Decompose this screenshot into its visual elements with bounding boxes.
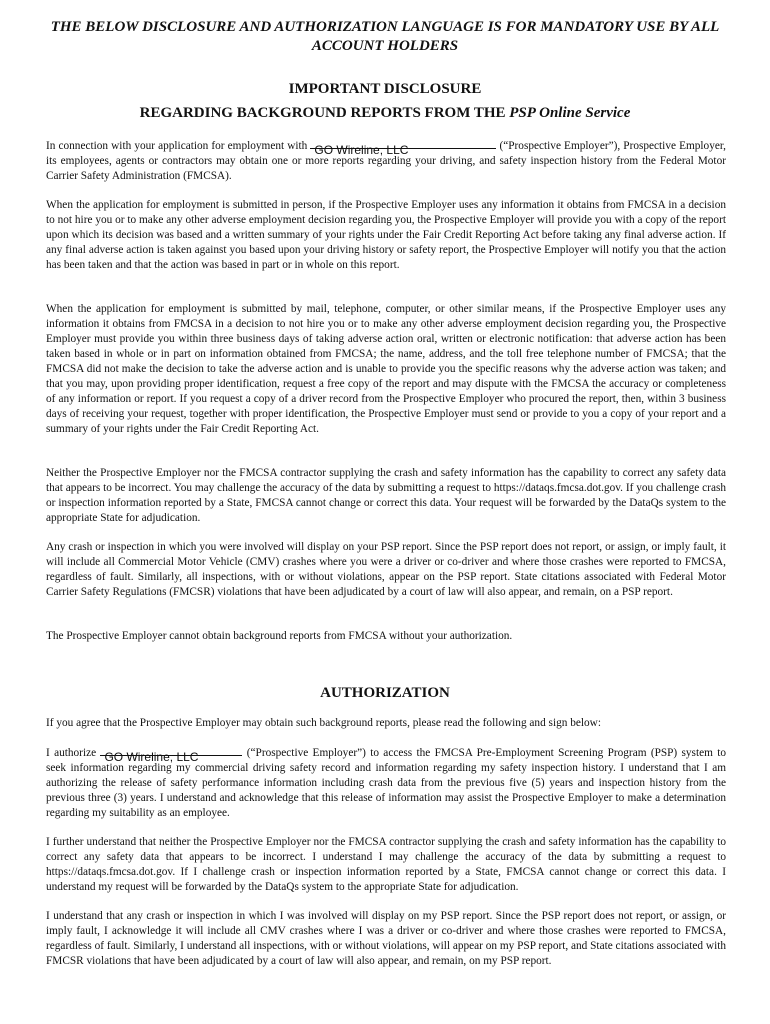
authorization-paragraph-1	[46, 746, 726, 821]
authorize-before-text: I authorize	[46, 747, 101, 759]
disclosure-intro-paragraph	[46, 139, 726, 184]
authorization-intro: If you agree that the Prospective Employer may obtain such background reports, please read the following and sign below:	[46, 717, 601, 729]
authorization-paragraph-2: I further understand that neither the Prospective Employer nor the FMCSA contractor supplying the crash and safety information has the capability to correct any safety data that appears to be incorrect. I understand I may challenge the accuracy of the data by submitting a request to https://dataqs.fmcsa.dot.gov. If I challenge crash or inspection information reported by a State, FMCSA cannot change or correct this data. I understand my request will be forwarded by the DataQs system to the appropriate State for adjudication.	[46, 836, 726, 893]
remote-application-paragraph: When the application for employment is submitted by mail, telephone, computer, or other similar means, if the Prospective Employer uses any information it obtains from FMCSA in a decision to not hire you or to make any other adverse employment decision regarding you, the Prospective Employer must provide you within three business days of taking adverse action oral, written or electronic notification: that adverse action has been taken based in whole or in part on information obtained from FMCSA; the name, address, and the toll free telephone number of FMCSA; that the FMCSA did not make the decision to take the adverse action and is unable to provide you the specific reasons why the adverse action was taken; and that you may, upon providing proper identification, request a free copy of the report and may dispute with the FMCSA the accuracy or completeness of any information or report. If you request a copy of a driver record from the Prospective Employer who procured the report, then, within 3 business days of receiving your request, together with proper identification, the Prospective Employer must send or provide to you a copy of your report and a summary of your rights under the Fair Credit Reporting Act.	[46, 303, 726, 435]
mandatory-use-banner: THE BELOW DISCLOSURE AND AUTHORIZATION LANGUAGE IS FOR MANDATORY USE BY ALL ACCOUNT HOLDERS	[50, 19, 720, 54]
employer-name-field[interactable]	[310, 143, 496, 157]
authorization-paragraph-3: I understand that any crash or inspection in which I was involved will display on my PSP report. Since the PSP report does not report, or assign, or imply fault, I acknowledge it will include all CMV crashes where I was a driver or co-driver and where those crashes were reported to FMCSA, regardless of fault. Similarly, I understand all inspections, with or without violations, will appear on my PSP report, and State citations associated with FMCSR violations that have been adjudicated by a court of law will also appear, and remain, on my PSP report.	[46, 910, 726, 967]
crash-inspection-paragraph: Any crash or inspection in which you were involved will display on your PSP report. Since the PSP report does not report, or assign, or imply fault, it will include all Commercial Motor Vehicle (CMV) crashes where you were a driver or co-driver and where those crashes were reported to FMCSA, regardless of fault. Similarly, all inspections, with or without violations, appear on the PSP report. State citations associated with Federal Motor Carrier Safety Regulations (FMCSR) violations that have been adjudicated by a court of law will also appear, and remain, on a PSP report.	[46, 541, 726, 598]
authorized-employer-field[interactable]	[100, 750, 242, 764]
disclosure-title: IMPORTANT DISCLOSURE	[288, 81, 482, 97]
disclosure-subtitle-text: REGARDING BACKGROUND REPORTS FROM THE	[139, 105, 510, 121]
authorization-title: AUTHORIZATION	[320, 685, 450, 701]
authorization-required-paragraph: The Prospective Employer cannot obtain background reports from FMCSA without your authorization.	[46, 630, 513, 642]
authorized-employer-value: GO Wireline, LLC	[104, 750, 199, 764]
data-correction-paragraph: Neither the Prospective Employer nor the FMCSA contractor supplying the crash and safety information has the capability to correct any safety data that appears to be incorrect. You may challenge the accuracy of the data by submitting a request to https://dataqs.fmcsa.dot.gov. If you challenge crash or inspection information reported by a State, FMCSA cannot change or correct this data. Your request will be forwarded by the DataQs system to the appropriate State for adjudication.	[46, 467, 726, 524]
authorize-after-text: (“Prospective Employer”) to access the FMCSA Pre-Employment Screening Program (PSP) system to seek information regarding my commercial driving safety record and information regarding my safety inspection history. I understand that I am authorizing the release of safety performance information including crash data from the previous five (5) years and inspection history from the previous three (3) years. I understand and acknowledge that this release of information may assist the Prospective Employer to make a determination regarding my suitability as an employee.	[46, 747, 726, 819]
intro-after-text: (“Prospective Employer”), Prospective Employer, its employees, agents or contractors may obtain one or more reports regarding your driving, and safety inspection history from the Federal Motor Carrier Safety Administration (FMCSA).	[46, 140, 726, 182]
disclosure-subtitle	[40, 104, 730, 123]
in-person-paragraph: When the application for employment is submitted in person, if the Prospective Employer uses any information it obtains from FMCSA in a decision to not hire you or to make any other adverse employment decision regarding you, the Prospective Employer will provide you with a copy of the report upon which its decision was based and a written summary of your rights under the Fair Credit Reporting Act before taking any final adverse action. If any final adverse action is taken against you based upon your driving history or safety report, the Prospective Employer will notify you that the action has been taken and that the action was based in part or in whole on this report.	[46, 199, 726, 271]
psp-online-service-text: PSP Online Service	[509, 105, 631, 121]
employer-name-value: GO Wireline, LLC	[314, 143, 409, 157]
intro-before-text: In connection with your application for employment with	[46, 140, 311, 152]
